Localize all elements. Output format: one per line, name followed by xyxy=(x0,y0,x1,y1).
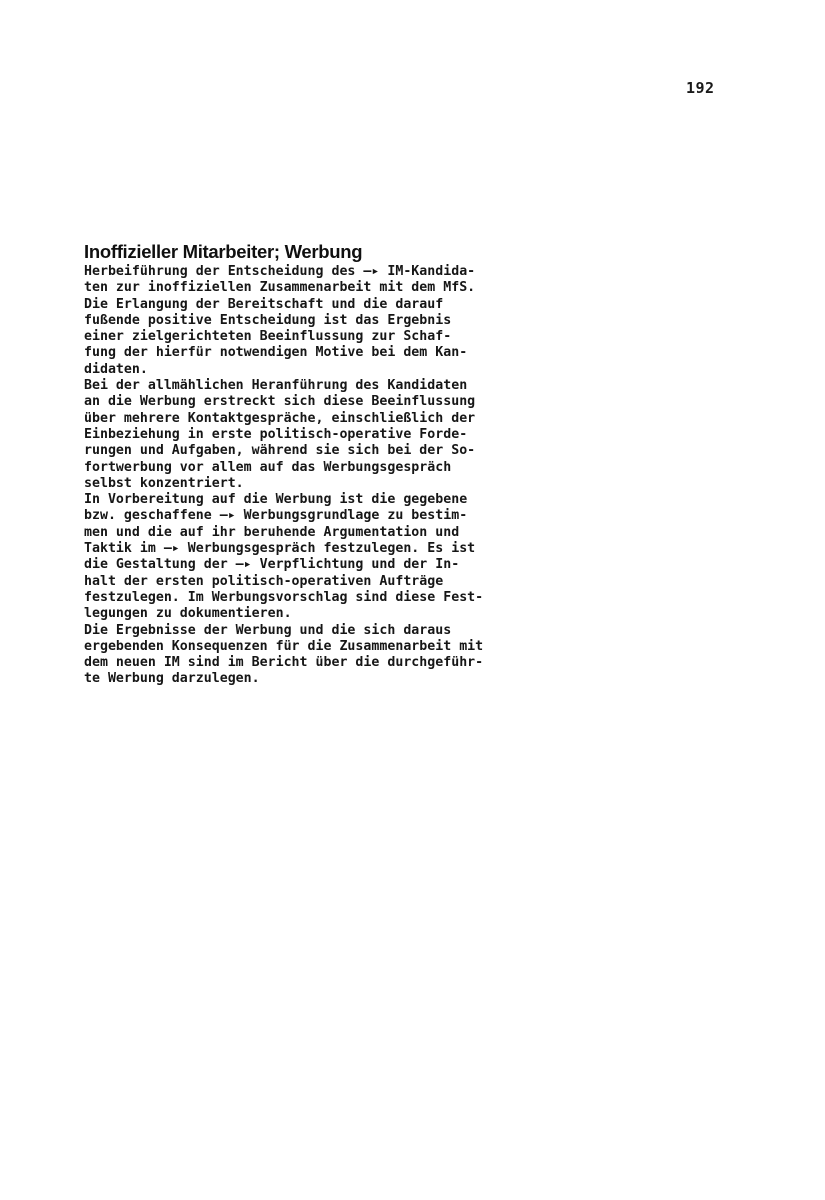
body-line: In Vorbereitung auf die Werbung ist die gegebene xyxy=(84,492,468,508)
body-line: Bei der allmählichen Heranführung des Kandidaten xyxy=(84,378,468,394)
body-line: bzw. geschaffene —▸ Werbungsgrundlage zu bestim- xyxy=(84,508,468,524)
entry-body xyxy=(84,264,594,688)
body-line: te Werbung darzulegen. xyxy=(84,671,260,687)
page-number: 192 xyxy=(686,79,715,97)
body-line: fung der hierfür notwendigen Motive bei dem Kan- xyxy=(84,345,468,361)
body-line: halt der ersten politisch-operativen Aufträge xyxy=(84,573,444,589)
body-line: legungen zu dokumentieren. xyxy=(84,606,292,622)
body-line: Die Erlangung der Bereitschaft und die darauf xyxy=(84,296,444,312)
entry-title: Inoffizieller Mitarbeiter; Werbung xyxy=(84,241,363,262)
body-line: fortwerbung vor allem auf das Werbungsgespräch xyxy=(84,459,452,475)
body-line: didaten. xyxy=(84,361,148,377)
body-line: die Gestaltung der —▸ Verpflichtung und der In- xyxy=(84,557,460,573)
body-line: fußende positive Entscheidung ist das Ergebnis xyxy=(84,312,452,328)
body-line: dem neuen IM sind im Bericht über die durchgeführ- xyxy=(84,655,484,671)
body-line: men und die auf ihr beruhende Argumentation und xyxy=(84,524,460,540)
body-line: festzulegen. Im Werbungsvorschlag sind diese Fest- xyxy=(84,589,484,605)
body-line: ergebenden Konsequenzen für die Zusammenarbeit mit xyxy=(84,638,484,654)
body-line: Herbeiführung der Entscheidung des —▸ IM-Kandida- xyxy=(84,264,476,279)
body-line: ten zur inoffiziellen Zusammenarbeit mit dem MfS. xyxy=(84,280,476,296)
body-line: über mehrere Kontaktgespräche, einschließlich der xyxy=(84,410,476,426)
body-line: selbst konzentriert. xyxy=(84,475,244,491)
body-line: an die Werbung erstreckt sich diese Beeinflussung xyxy=(84,394,476,410)
body-line: Die Ergebnisse der Werbung und die sich daraus xyxy=(84,622,452,638)
body-line: rungen und Aufgaben, während sie sich bei der So- xyxy=(84,443,476,459)
body-line: Taktik im —▸ Werbungsgespräch festzulegen. Es ist xyxy=(84,541,476,557)
body-line: Einbeziehung in erste politisch-operative Forde- xyxy=(84,426,468,442)
body-line: einer zielgerichteten Beeinflussung zur Schaf- xyxy=(84,329,452,345)
